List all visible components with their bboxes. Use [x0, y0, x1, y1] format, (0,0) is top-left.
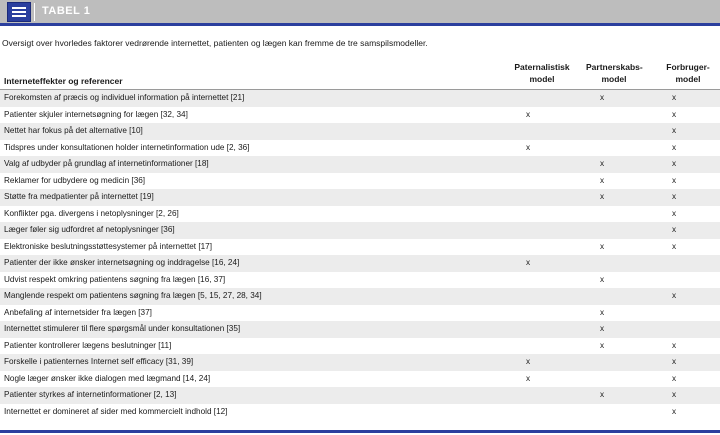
row-label: Læger føler sig udfordret af netoplysninger [36]: [4, 225, 175, 234]
row-mark: x: [525, 258, 531, 267]
table-caption: Oversigt over hvorledes faktorer vedrørende internettet, patienten og lægen kan fremme de tre samspilsmodeller.: [2, 38, 428, 48]
row-label: Udvist respekt omkring patientens søgning fra lægen [16, 37]: [4, 274, 226, 284]
table-row: [0, 140, 720, 157]
row-mark: x: [671, 109, 677, 119]
column-header-line: model: [675, 74, 701, 84]
table-row: [0, 90, 720, 107]
row-mark: x: [671, 357, 677, 366]
row-mark: x: [525, 373, 531, 383]
row-mark: x: [671, 390, 677, 399]
row-mark: x: [525, 357, 531, 366]
table-row: [0, 321, 720, 338]
row-label: Manglende respekt om patientens søgning fra lægen [5, 15, 27, 28, 34]: [4, 291, 262, 300]
row-mark: x: [599, 241, 605, 251]
row-label: Patienter der ikke ønsker internetsøgning og inddragelse [16, 24]: [4, 258, 240, 267]
column-header-line: Partnerskabs-: [586, 62, 643, 72]
row-mark: x: [671, 373, 677, 383]
row-mark: x: [525, 142, 531, 152]
row-label: Patienter skjuler internetsøgning for lægen [32, 34]: [4, 109, 188, 119]
row-label: Reklamer for udbydere og medicin [36]: [4, 175, 146, 185]
row-label: Patienter styrkes af internetinformationer [2, 13]: [4, 390, 177, 399]
row-label: Valg af udbyder på grundlag af internetinformationer [18]: [4, 159, 209, 168]
table-title: TABEL 1: [42, 5, 91, 17]
row-mark: x: [671, 225, 677, 234]
table-row: [0, 206, 720, 223]
table-row: [0, 107, 720, 124]
column-header-line: Paternalistisk: [514, 62, 570, 72]
row-mark: x: [599, 274, 605, 284]
column-header-partnership: [586, 61, 642, 85]
row-label: Internettet er domineret af sider med kommercielt indhold [12]: [4, 406, 228, 416]
table-row: [0, 371, 720, 388]
row-mark: x: [671, 126, 677, 135]
row-mark: x: [599, 93, 605, 102]
table-row: [0, 305, 720, 322]
column-header-line: model: [529, 74, 555, 84]
table-row: [0, 189, 720, 206]
row-mark: x: [671, 241, 677, 251]
row-label: Nogle læger ønsker ikke dialogen med lægmand [14, 24]: [4, 373, 211, 383]
row-label: Forskelle i patienternes Internet self efficacy [31, 39]: [4, 357, 194, 366]
table-row: [0, 255, 720, 272]
row-label: Nettet har fokus på det alternative [10]: [4, 126, 143, 135]
row-mark: x: [599, 390, 605, 399]
row-label: Anbefaling af internetsider fra lægen [37]: [4, 307, 152, 317]
row-label: Tidspres under konsultationen holder internetinformation ude [2, 36]: [4, 142, 250, 152]
column-header-line: model: [601, 74, 627, 84]
header-divider: [34, 3, 35, 21]
row-mark: x: [671, 340, 677, 350]
row-mark: x: [599, 175, 605, 185]
table-row: [0, 338, 720, 355]
row-label: Konflikter pga. divergens i netoplysninger [2, 26]: [4, 208, 179, 218]
table-body: [0, 90, 720, 420]
table-row: [0, 239, 720, 256]
table-row: [0, 156, 720, 173]
column-header-paternalistic: [514, 61, 570, 85]
table-row: [0, 387, 720, 404]
row-mark: x: [671, 291, 677, 300]
row-mark: x: [599, 324, 605, 333]
table-row: [0, 288, 720, 305]
row-mark: x: [671, 208, 677, 218]
table-row: [0, 272, 720, 289]
row-mark: x: [671, 406, 677, 416]
table-row: [0, 404, 720, 421]
row-label: Elektroniske beslutningsstøttesystemer på internettet [17]: [4, 241, 212, 251]
table-row: [0, 222, 720, 239]
row-mark: x: [599, 159, 605, 168]
column-header-line: Forbruger-: [666, 62, 710, 72]
row-label: Forekomsten af præcis og individuel information på internettet [21]: [4, 93, 245, 102]
row-mark: x: [671, 142, 677, 152]
row-label: Støtte fra medpatienter på internettet [19]: [4, 192, 154, 201]
table-row: [0, 354, 720, 371]
table-header-bar: [0, 0, 720, 26]
table-icon: [7, 2, 31, 22]
row-mark: x: [671, 192, 677, 201]
table-row: [0, 123, 720, 140]
column-header-consumer: [660, 61, 716, 85]
row-mark: x: [671, 175, 677, 185]
row-label: Internettet stimulerer til flere spørgsmål under konsultationen [35]: [4, 324, 241, 333]
row-mark: x: [599, 192, 605, 201]
table-row: [0, 173, 720, 190]
row-mark: x: [671, 159, 677, 168]
footer-rule: [0, 430, 720, 433]
row-mark: x: [599, 340, 605, 350]
row-mark: x: [599, 307, 605, 317]
row-mark: x: [525, 109, 531, 119]
row-header-label: Interneteffekter og referencer: [4, 76, 123, 86]
row-mark: x: [671, 93, 677, 102]
row-label: Patienter kontrollerer lægens beslutninger [11]: [4, 340, 172, 350]
